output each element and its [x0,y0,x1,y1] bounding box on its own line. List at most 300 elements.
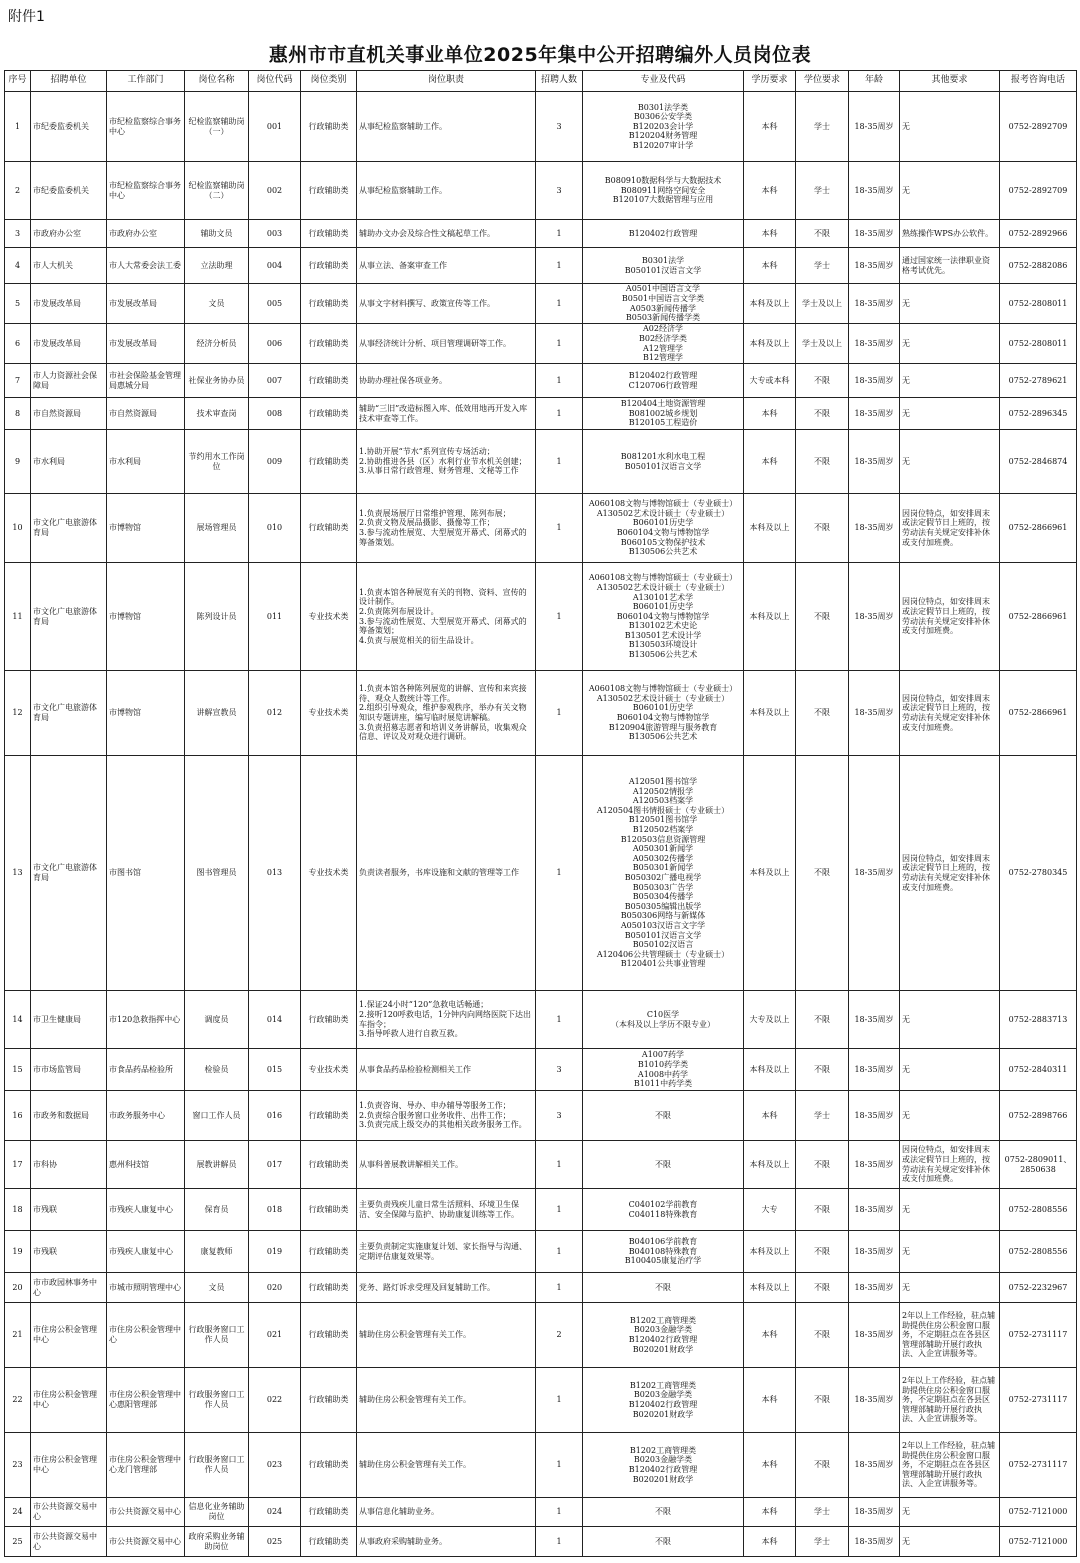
post-duty: 主要负责残疾儿童日常生活照料、环境卫生保洁、安全保障与监护、协助康复训练等工作。 [357,1189,536,1231]
table-row [5,671,1077,756]
major-codes: 不限 [583,1498,744,1527]
table-row [5,92,1077,162]
row-number: 7 [5,364,31,398]
work-department: 市残疾人康复中心 [107,1231,185,1273]
post-name: 保育员 [185,1189,249,1231]
recruit-count: 1 [536,1433,583,1498]
education-requirement: 本科 [744,1091,796,1141]
post-category: 行政辅助类 [301,248,357,284]
contact-phone: 0752-2808556 [1000,1189,1077,1231]
education-requirement: 本科及以上 [744,1231,796,1273]
education-requirement: 本科及以上 [744,1049,796,1091]
post-code: 022 [249,1368,301,1433]
recruit-unit: 市发展改革局 [31,284,107,324]
contact-phone: 0752-2866961 [1000,671,1077,756]
recruit-count: 1 [536,1273,583,1303]
degree-requirement: 学士 [796,248,849,284]
post-duty: 协助办理社保各项业务。 [357,364,536,398]
post-category: 专业技术类 [301,671,357,756]
post-code: 008 [249,398,301,430]
table-row [5,1091,1077,1141]
post-name: 检验员 [185,1049,249,1091]
post-name: 立法助理 [185,248,249,284]
age-requirement: 18-35周岁 [849,671,900,756]
post-name: 行政服务窗口工作人员 [185,1303,249,1368]
row-number: 1 [5,92,31,162]
major-codes: B1202工商管理类 B0203金融学类 B120402行政管理 B020201财政学 [583,1433,744,1498]
header-cell: 专业及代码 [583,71,744,92]
post-category: 行政辅助类 [301,1527,357,1557]
education-requirement: 本科及以上 [744,1141,796,1189]
row-number: 20 [5,1273,31,1303]
post-duty: 辅助住房公积金管理有关工作。 [357,1368,536,1433]
major-codes: A0501中国语言文学 B0501中国语言文学类 A0503新闻传播学 B0503新闻传播学类 [583,284,744,324]
positions-table [4,70,1077,1557]
major-codes: 不限 [583,1091,744,1141]
age-requirement: 18-35周岁 [849,1498,900,1527]
education-requirement: 本科 [744,1527,796,1557]
post-code: 012 [249,671,301,756]
major-codes: B120402行政管理 [583,220,744,248]
post-duty: 负责读者服务，书库设施和文献的管理等工作 [357,756,536,991]
recruit-unit: 市纪委监委机关 [31,92,107,162]
post-code: 003 [249,220,301,248]
major-codes: B1202工商管理类 B0203金融学类 B120402行政管理 B020201财政学 [583,1368,744,1433]
post-code: 018 [249,1189,301,1231]
recruit-unit: 市政务和数据局 [31,1091,107,1141]
degree-requirement: 学士 [796,92,849,162]
age-requirement: 18-35周岁 [849,398,900,430]
row-number: 3 [5,220,31,248]
age-requirement: 18-35周岁 [849,1273,900,1303]
post-category: 行政辅助类 [301,398,357,430]
post-code: 024 [249,1498,301,1527]
recruit-count: 3 [536,92,583,162]
post-name: 行政服务窗口工作人员 [185,1433,249,1498]
post-name: 文员 [185,284,249,324]
post-category: 行政辅助类 [301,1368,357,1433]
post-code: 011 [249,563,301,671]
work-department: 市纪检监察综合事务中心 [107,162,185,220]
contact-phone: 0752-2731117 [1000,1368,1077,1433]
other-requirement: 无 [900,162,1000,220]
post-name: 经济分析员 [185,324,249,364]
other-requirement: 无 [900,1091,1000,1141]
recruit-unit: 市水利局 [31,430,107,494]
recruit-count: 1 [536,248,583,284]
work-department: 市博物馆 [107,671,185,756]
work-department: 市发展改革局 [107,284,185,324]
other-requirement: 无 [900,324,1000,364]
other-requirement: 无 [900,1273,1000,1303]
contact-phone: 0752-2731117 [1000,1433,1077,1498]
post-duty: 辅助住房公积金管理有关工作。 [357,1433,536,1498]
recruit-unit: 市纪委监委机关 [31,162,107,220]
other-requirement: 无 [900,430,1000,494]
recruit-count: 3 [536,1091,583,1141]
major-codes: B0301法学 B050101汉语言文学 [583,248,744,284]
post-duty: 1.负责咨询、导办、申办辅导等服务工作； 2.负责综合服务窗口业务收件、出件工作； 3.负责完成上级交办的其他相关政务服务工作。 [357,1091,536,1141]
table-row [5,1141,1077,1189]
table-row [5,1189,1077,1231]
age-requirement: 18-35周岁 [849,92,900,162]
work-department: 市120急救指挥中心 [107,991,185,1049]
recruit-count: 1 [536,398,583,430]
age-requirement: 18-35周岁 [849,220,900,248]
post-code: 001 [249,92,301,162]
row-number: 16 [5,1091,31,1141]
table-row [5,563,1077,671]
header-cell: 岗位职责 [357,71,536,92]
education-requirement: 本科 [744,398,796,430]
major-codes: 不限 [583,1527,744,1557]
post-category: 行政辅助类 [301,162,357,220]
row-number: 14 [5,991,31,1049]
contact-phone: 0752-2780345 [1000,756,1077,991]
table-row [5,162,1077,220]
education-requirement: 本科及以上 [744,324,796,364]
post-code: 021 [249,1303,301,1368]
post-duty: 主要负责制定实施康复计划、家长指导与沟通、定期评估康复效果等。 [357,1231,536,1273]
degree-requirement: 不限 [796,991,849,1049]
row-number: 21 [5,1303,31,1368]
education-requirement: 本科 [744,1498,796,1527]
education-requirement: 大专及以上 [744,991,796,1049]
post-category: 行政辅助类 [301,364,357,398]
post-code: 013 [249,756,301,991]
major-codes: B081201水利水电工程 B050101汉语言文学 [583,430,744,494]
age-requirement: 18-35周岁 [849,1049,900,1091]
education-requirement: 本科及以上 [744,671,796,756]
degree-requirement: 学士及以上 [796,324,849,364]
header-cell: 序号 [5,71,31,92]
work-department: 市纪检监察综合事务中心 [107,92,185,162]
contact-phone: 0752-2882086 [1000,248,1077,284]
post-code: 016 [249,1091,301,1141]
contact-phone: 0752-2866961 [1000,494,1077,563]
degree-requirement: 不限 [796,398,849,430]
degree-requirement: 不限 [796,563,849,671]
row-number: 18 [5,1189,31,1231]
post-name: 技术审查岗 [185,398,249,430]
other-requirement: 无 [900,92,1000,162]
post-category: 行政辅助类 [301,1189,357,1231]
major-codes: A1007药学 B1010药学类 A1008中药学 B1011中药学类 [583,1049,744,1091]
contact-phone: 0752-7121000 [1000,1527,1077,1557]
post-code: 007 [249,364,301,398]
attachment-label: 附件1 [8,9,45,25]
work-department: 市住房公积金管理中心惠阳管理部 [107,1368,185,1433]
other-requirement: 无 [900,1498,1000,1527]
post-category: 行政辅助类 [301,1141,357,1189]
contact-phone: 0752-2896345 [1000,398,1077,430]
work-department: 市城市照明管理中心 [107,1273,185,1303]
header-cell: 岗位类别 [301,71,357,92]
post-duty: 从事科普展教讲解相关工作。 [357,1141,536,1189]
recruit-count: 1 [536,494,583,563]
post-name: 康复教师 [185,1231,249,1273]
post-category: 行政辅助类 [301,1231,357,1273]
major-codes: B080910数据科学与大数据技术 B080911网络空间安全 B120107大数据管理与应用 [583,162,744,220]
recruit-count: 1 [536,220,583,248]
recruit-unit: 市人大机关 [31,248,107,284]
degree-requirement: 不限 [796,430,849,494]
education-requirement: 本科 [744,248,796,284]
recruit-unit: 市住房公积金管理中心 [31,1368,107,1433]
other-requirement: 2年以上工作经验，驻点辅助提供住房公积金窗口服务，不定期驻点在各县区管理部辅助开展行政执法、入企宣讲服务等。 [900,1368,1000,1433]
post-duty: 从事纪检监察辅助工作。 [357,162,536,220]
degree-requirement: 不限 [796,1368,849,1433]
contact-phone: 0752-2892709 [1000,162,1077,220]
post-code: 014 [249,991,301,1049]
age-requirement: 18-35周岁 [849,1141,900,1189]
table-row [5,1527,1077,1557]
recruit-count: 1 [536,991,583,1049]
age-requirement: 18-35周岁 [849,248,900,284]
recruit-count: 1 [536,430,583,494]
education-requirement: 大专或本科 [744,364,796,398]
recruit-unit: 市住房公积金管理中心 [31,1433,107,1498]
degree-requirement: 学士 [796,1091,849,1141]
row-number: 2 [5,162,31,220]
table-row [5,1433,1077,1498]
post-code: 004 [249,248,301,284]
post-duty: 辅助住房公积金管理有关工作。 [357,1303,536,1368]
age-requirement: 18-35周岁 [849,162,900,220]
age-requirement: 18-35周岁 [849,1303,900,1368]
post-category: 专业技术类 [301,1049,357,1091]
contact-phone: 0752-2808556 [1000,1231,1077,1273]
other-requirement: 因岗位特点，如安排周末或法定假节日上班的，按劳动法有关规定安排补休或支付加班费。 [900,756,1000,991]
work-department: 市公共资源交易中心 [107,1498,185,1527]
post-category: 行政辅助类 [301,220,357,248]
degree-requirement: 不限 [796,671,849,756]
post-duty: 1.负责本馆各种陈列展览的讲解、宣传和来宾接待、观众人数统计等工作。 2.组织引导观众，维护参观秩序，举办有关文物知识专题讲座，编写临时展览讲解稿。 3.负责招募志愿者和培训义务讲解员，收集观众信息、评议及对观众进行调研。 [357,671,536,756]
header-cell: 学位要求 [796,71,849,92]
post-code: 020 [249,1273,301,1303]
other-requirement: 无 [900,1189,1000,1231]
degree-requirement: 学士 [796,1527,849,1557]
recruit-count: 1 [536,1189,583,1231]
table-row [5,1049,1077,1091]
header-cell: 报考咨询电话 [1000,71,1077,92]
post-category: 行政辅助类 [301,991,357,1049]
post-duty: 从事食品药品检验检测相关工作 [357,1049,536,1091]
recruit-count: 1 [536,1368,583,1433]
post-code: 017 [249,1141,301,1189]
header-cell: 其他要求 [900,71,1000,92]
post-name: 展教讲解员 [185,1141,249,1189]
degree-requirement: 不限 [796,1273,849,1303]
header-cell: 学历要求 [744,71,796,92]
post-category: 行政辅助类 [301,1273,357,1303]
education-requirement: 本科 [744,220,796,248]
post-code: 025 [249,1527,301,1557]
age-requirement: 18-35周岁 [849,756,900,991]
age-requirement: 18-35周岁 [849,430,900,494]
table-row [5,220,1077,248]
degree-requirement: 学士 [796,1498,849,1527]
post-name: 调度员 [185,991,249,1049]
work-department: 市自然资源局 [107,398,185,430]
contact-phone: 0752-2866961 [1000,563,1077,671]
recruit-count: 1 [536,1231,583,1273]
post-category: 专业技术类 [301,756,357,991]
education-requirement: 本科 [744,1368,796,1433]
post-duty: 1.保证24小时“120”急救电话畅通； 2.接听120呼救电话，1分钟内向网络医院下达出车指令； 3.指导呼救人进行自救互救。 [357,991,536,1049]
post-name: 讲解宣教员 [185,671,249,756]
recruit-count: 1 [536,756,583,991]
recruit-count: 1 [536,284,583,324]
contact-phone: 0752-2808011 [1000,284,1077,324]
degree-requirement: 不限 [796,1141,849,1189]
major-codes: C040102学前教育 C040118特殊教育 [583,1189,744,1231]
row-number: 4 [5,248,31,284]
work-department: 市住房公积金管理中心龙门管理部 [107,1433,185,1498]
table-row [5,1498,1077,1527]
other-requirement: 无 [900,284,1000,324]
work-department: 市食品药品检验所 [107,1049,185,1091]
major-codes: B120404土地资源管理 B081002城乡规划 B120105工程造价 [583,398,744,430]
recruit-unit: 市住房公积金管理中心 [31,1303,107,1368]
post-duty: 辅助“三旧”改造标图入库、低效用地再开发入库技术审查等工作。 [357,398,536,430]
recruit-unit: 市文化广电旅游体育局 [31,563,107,671]
contact-phone: 0752-7121000 [1000,1498,1077,1527]
table-row [5,1303,1077,1368]
education-requirement: 本科 [744,92,796,162]
major-codes: A120501图书馆学 A120502情报学 A120503档案学 A120504图书情报硕士（专业硕士） B120501图书馆学 B120502档案学 B120503信息资源管理 A050301新闻学 A050302传播学 B050301新闻学 B050302广播电视学 B050303广告学 B050304传播学 B050305编辑出版学 B050306网络与新媒体 A050103汉语言文字学 B050101汉语言文学 B050102汉语言 A120406公共管理硕士（专业硕士） B120401公共事业管理 [583,756,744,991]
table-row [5,1273,1077,1303]
post-name: 展场管理员 [185,494,249,563]
education-requirement: 本科及以上 [744,494,796,563]
page-title: 惠州市市直机关事业单位2025年集中公开招聘编外人员岗位表 [268,44,812,66]
row-number: 15 [5,1049,31,1091]
work-department: 市公共资源交易中心 [107,1527,185,1557]
contact-phone: 0752-2892966 [1000,220,1077,248]
header-cell: 岗位名称 [185,71,249,92]
table-row [5,430,1077,494]
education-requirement: 大专 [744,1189,796,1231]
education-requirement: 本科及以上 [744,756,796,991]
degree-requirement: 不限 [796,364,849,398]
contact-phone: 0752-2809011、2850638 [1000,1141,1077,1189]
post-name: 信息化业务辅助岗位 [185,1498,249,1527]
recruit-unit: 市市场监管局 [31,1049,107,1091]
header-cell: 招聘人数 [536,71,583,92]
post-category: 行政辅助类 [301,92,357,162]
post-duty: 辅助办文办会及综合性文稿起草工作。 [357,220,536,248]
post-duty: 从事文字材料撰写、政策宣传等工作。 [357,284,536,324]
post-duty: 1.协助开展“节水”系列宣传专场活动； 2.协助推进各县（区）水利行业节水机关创建； 3.从事日常行政管理、财务管理、文秘等工作 [357,430,536,494]
recruit-unit: 市公共资源交易中心 [31,1498,107,1527]
contact-phone: 0752-2898766 [1000,1091,1077,1141]
post-category: 行政辅助类 [301,324,357,364]
degree-requirement: 不限 [796,1231,849,1273]
recruit-count: 1 [536,324,583,364]
major-codes: A02经济学 B02经济学类 A12管理学 B12管理学 [583,324,744,364]
post-duty: 从事立法、备案审查工作 [357,248,536,284]
major-codes: B0301法学类 B0306公安学类 B120203会计学 B120204财务管理 B120207审计学 [583,92,744,162]
work-department: 市社会保险基金管理局惠城分局 [107,364,185,398]
major-codes: B1202工商管理类 B0203金融学类 B120402行政管理 B020201财政学 [583,1303,744,1368]
row-number: 9 [5,430,31,494]
header-cell: 工作部门 [107,71,185,92]
table-row [5,284,1077,324]
row-number: 22 [5,1368,31,1433]
recruit-count: 1 [536,671,583,756]
major-codes: A060108文物与博物馆硕士（专业硕士） A130502艺术设计硕士（专业硕士） B060101历史学 B060104文物与博物馆学 B060105文物保护技术 B130506公共艺术 [583,494,744,563]
other-requirement: 2年以上工作经验，驻点辅助提供住房公积金窗口服务，不定期驻点在各县区管理部辅助开展行政执法、入企宣讲服务等。 [900,1433,1000,1498]
contact-phone: 0752-2731117 [1000,1303,1077,1368]
row-number: 19 [5,1231,31,1273]
post-name: 社保业务协办员 [185,364,249,398]
row-number: 24 [5,1498,31,1527]
post-code: 019 [249,1231,301,1273]
age-requirement: 18-35周岁 [849,364,900,398]
age-requirement: 18-35周岁 [849,563,900,671]
recruit-count: 1 [536,364,583,398]
table-row [5,398,1077,430]
other-requirement: 无 [900,398,1000,430]
header-cell: 年龄 [849,71,900,92]
contact-phone: 0752-2883713 [1000,991,1077,1049]
post-code: 002 [249,162,301,220]
recruit-unit: 市人力资源社会保障局 [31,364,107,398]
post-category: 行政辅助类 [301,1303,357,1368]
work-department: 市图书馆 [107,756,185,991]
contact-phone: 0752-2892709 [1000,92,1077,162]
header-cell: 岗位代码 [249,71,301,92]
work-department: 市人大常委会法工委 [107,248,185,284]
other-requirement: 无 [900,1049,1000,1091]
recruit-unit: 市公共资源交易中心 [31,1527,107,1557]
age-requirement: 18-35周岁 [849,991,900,1049]
post-name: 文员 [185,1273,249,1303]
recruit-unit: 市残联 [31,1231,107,1273]
other-requirement: 2年以上工作经验，驻点辅助提供住房公积金窗口服务，不定期驻点在各县区管理部辅助开展行政执法、入企宣讲服务等。 [900,1303,1000,1368]
table-row [5,494,1077,563]
age-requirement: 18-35周岁 [849,1527,900,1557]
age-requirement: 18-35周岁 [849,1433,900,1498]
other-requirement: 熟练操作WPS办公软件。 [900,220,1000,248]
contact-phone: 0752-2789621 [1000,364,1077,398]
post-duty: 从事纪检监察辅助工作。 [357,92,536,162]
other-requirement: 无 [900,1527,1000,1557]
table-row [5,1368,1077,1433]
recruit-unit: 市政府办公室 [31,220,107,248]
work-department: 市政府办公室 [107,220,185,248]
recruit-unit: 市文化广电旅游体育局 [31,671,107,756]
post-category: 专业技术类 [301,563,357,671]
post-code: 009 [249,430,301,494]
post-code: 023 [249,1433,301,1498]
major-codes: B120402行政管理 C120706行政管理 [583,364,744,398]
age-requirement: 18-35周岁 [849,494,900,563]
recruit-unit: 市发展改革局 [31,324,107,364]
work-department: 市残疾人康复中心 [107,1189,185,1231]
table-row [5,364,1077,398]
work-department: 市发展改革局 [107,324,185,364]
contact-phone: 0752-2840311 [1000,1049,1077,1091]
recruit-unit: 市文化广电旅游体育局 [31,756,107,991]
post-name: 陈列设计员 [185,563,249,671]
age-requirement: 18-35周岁 [849,1231,900,1273]
post-name: 辅助文员 [185,220,249,248]
work-department: 市博物馆 [107,494,185,563]
recruit-count: 1 [536,563,583,671]
contact-phone: 0752-2846874 [1000,430,1077,494]
contact-phone: 0752-2232967 [1000,1273,1077,1303]
